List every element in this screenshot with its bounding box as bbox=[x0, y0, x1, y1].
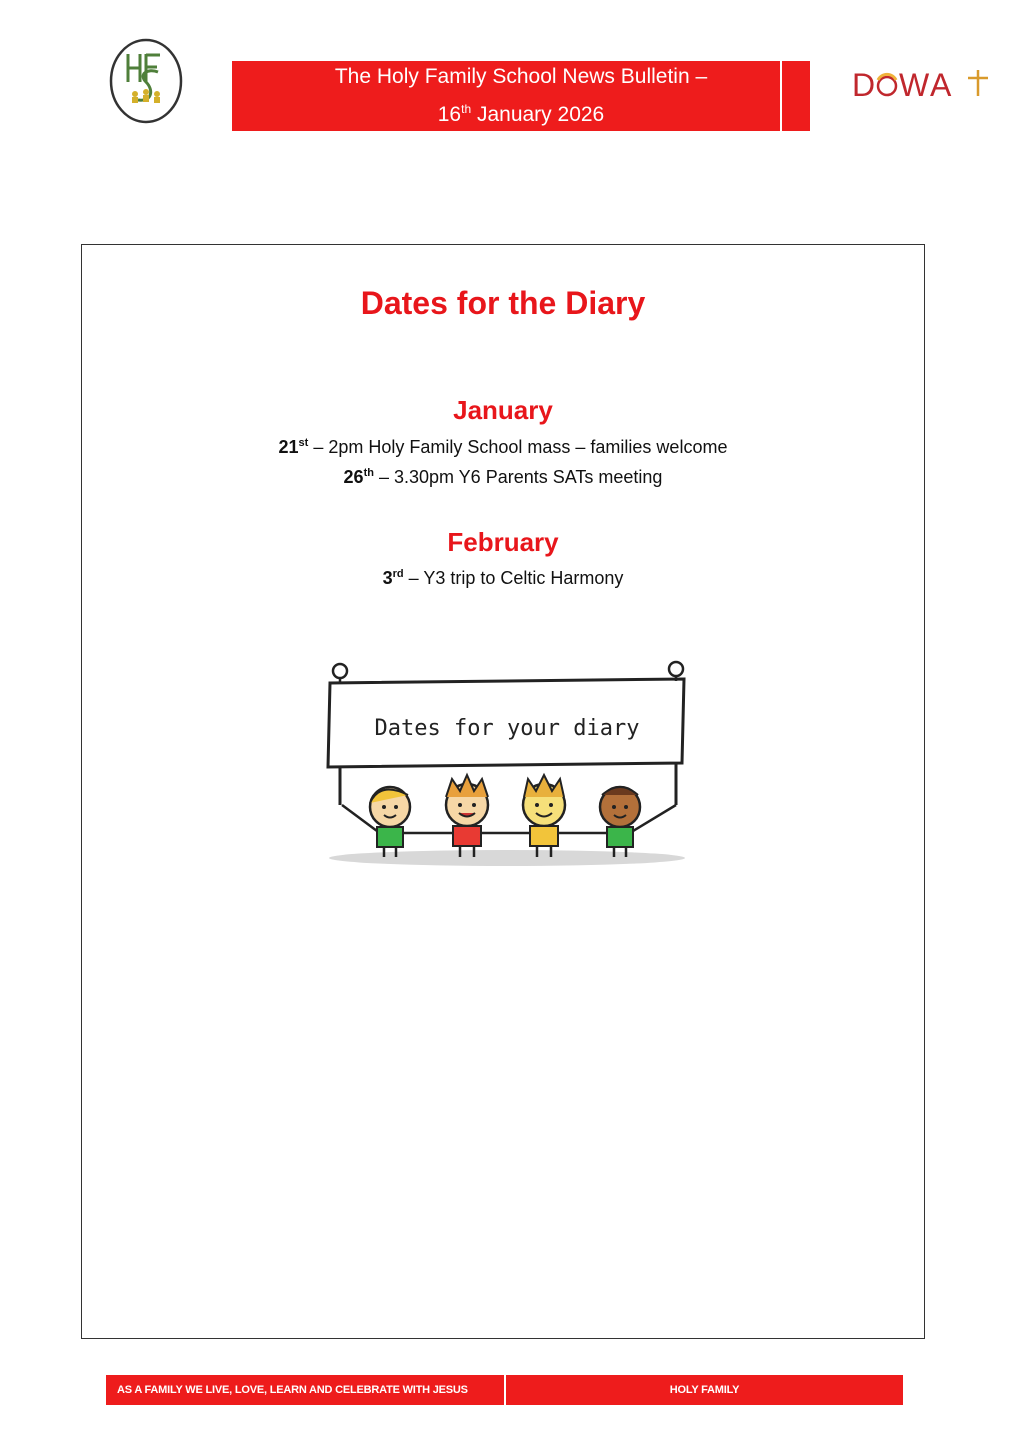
illustration-banner-text: Dates for your diary bbox=[374, 716, 640, 741]
event-item: 3rd – Y3 trip to Celtic Harmony bbox=[382, 568, 624, 588]
month-heading-january: January bbox=[453, 395, 553, 425]
dates-for-your-diary-illustration bbox=[322, 655, 692, 875]
month-heading-february: February bbox=[447, 527, 559, 557]
bulletin-title-banner bbox=[232, 61, 810, 131]
dowat-logo bbox=[852, 66, 998, 102]
banner-divider bbox=[780, 61, 782, 131]
svg-text:D: D bbox=[852, 67, 878, 102]
dates-content-box bbox=[81, 244, 925, 1339]
svg-text:WA: WA bbox=[899, 67, 954, 102]
school-logo bbox=[108, 38, 184, 124]
footer-bar bbox=[106, 1375, 903, 1405]
footer-motto: AS A FAMILY WE LIVE, LOVE, LEARN AND CELEBRATE WITH JESUS bbox=[117, 1384, 468, 1396]
event-item: 26th – 3.30pm Y6 Parents SATs meeting bbox=[343, 467, 663, 487]
event-item: 21st – 2pm Holy Family School mass – families welcome bbox=[278, 437, 728, 457]
bulletin-title-line1: The Holy Family School News Bulletin – bbox=[334, 65, 708, 88]
footer-school-name: HOLY FAMILY bbox=[669, 1384, 740, 1396]
section-title: Dates for the Diary bbox=[360, 285, 646, 321]
bulletin-title-date: 16th January 2026 bbox=[437, 102, 605, 126]
